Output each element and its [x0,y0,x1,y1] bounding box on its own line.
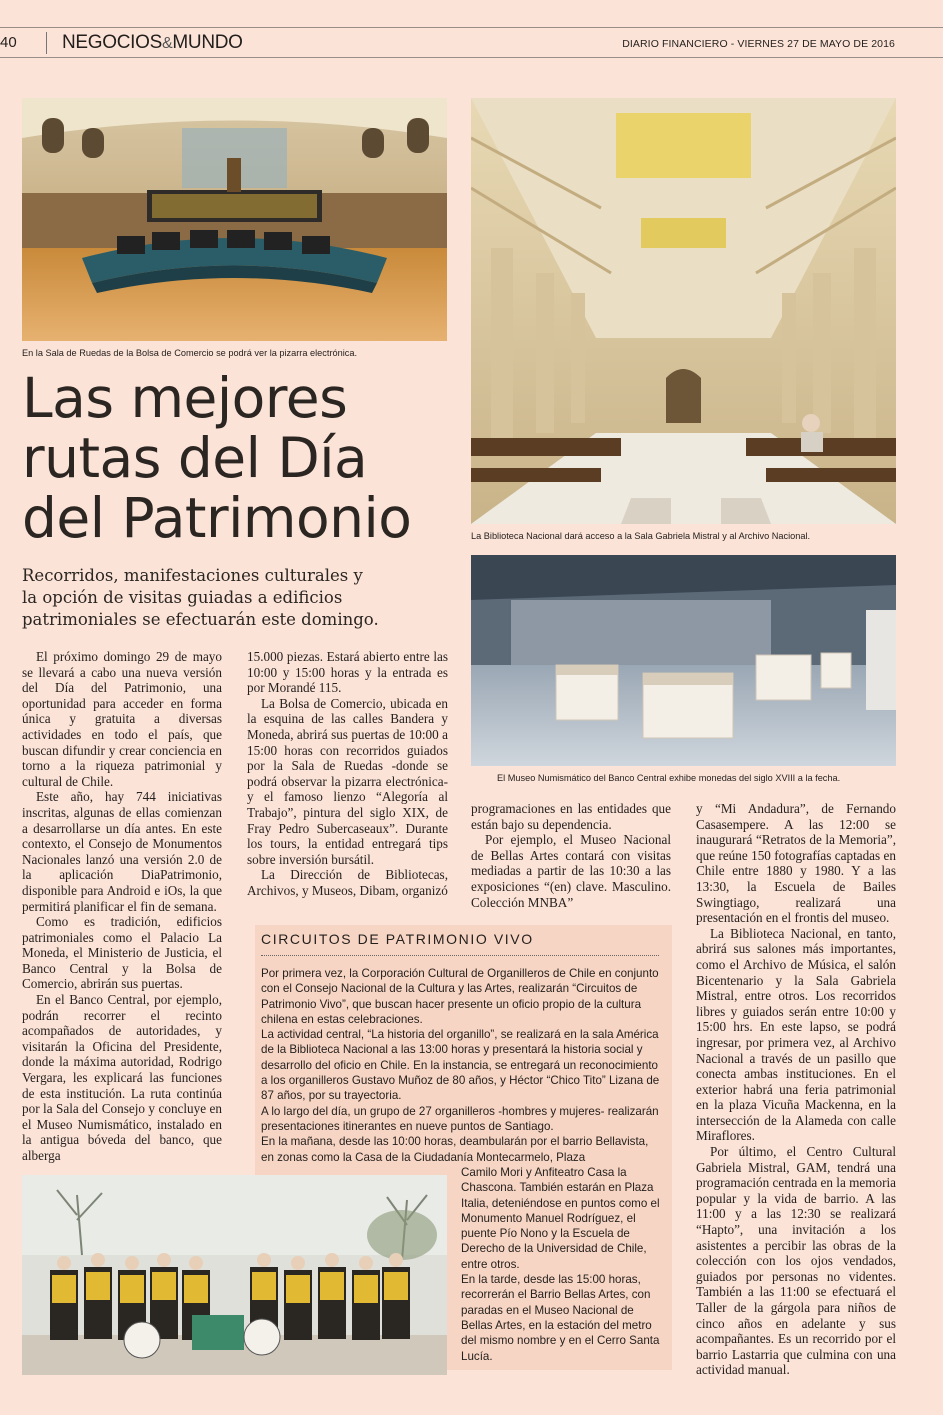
paragraph: 15.000 piezas. Estará abierto entre las 10:00 y 15:00 horas y la entrada es por Morandé 115. [247,649,448,696]
paragraph: programaciones en las entidades que están bajo su dependencia. [471,801,671,832]
section-title [62,32,243,54]
section-title-amp: & [162,35,173,52]
deck [22,565,462,631]
header-divider [46,32,47,54]
headline [22,368,462,548]
paragraph: Camilo Mori y Anfiteatro Casa la Chascona. También estarán en Plaza Italia, deteniéndose en puntos como el Monumento Manuel Rodríguez, el puente Pío Nono y la Escuela de Derecho de la Universidad de Chile, entre otros. [461,1166,660,1271]
paragraph: En la tarde, desde las 15:00 horas, recorrerán el Barrio Bellas Artes, con paradas en el Museo Nacional de Bellas Artes, en la estación del metro del mismo nombre y en el Cerro Santa Lucía. [461,1273,660,1363]
header-bottom-rule [0,57,943,58]
article-column-2 [247,649,448,899]
paragraph: La Dirección de Bibliotecas, Archivos, y Museos, Dibam, organizó [247,867,448,898]
organilleros-photo [22,1175,447,1375]
sidebar-box-text [261,966,661,1165]
bolsa-photo [22,98,447,341]
headline-line: Las mejores [22,366,348,430]
biblioteca-photo-caption: La Biblioteca Nacional dará acceso a la Sala Gabriela Mistral y al Archivo Nacional. [471,531,811,541]
bolsa-photo-caption: En la Sala de Ruedas de la Bolsa de Comercio se podrá ver la pizarra electrónica. [22,348,358,358]
headline-line: rutas del Día [22,426,368,490]
article-column-4 [696,801,896,1378]
deck-line: Recorridos, manifestaciones culturales y [22,566,363,585]
paragraph: Como es tradición, edificios patrimoniales como el Palacio La Moneda, el Ministerio de Justicia, el Banco Central y la Bolsa de Comercio, abrirán sus puertas. [22,914,222,992]
paragraph: Por ejemplo, el Museo Nacional de Bellas Artes contará con visitas mediadas a partir de las 10:30 a las exposiciones “(en) clave. Masculino. Colección MNBA” [471,832,671,910]
article-column-3 [471,801,671,910]
paragraph: y “Mi Andadura”, de Fernando Casasempere. A las 12:00 se inaugurará “Retratos de la Memoria”, que reúne 150 fotografías captadas en Chile entre 1880 y 1980. Y a las 13:30, la Escuela de Bailes Swingtiago, realizará una presentación en el frontis del museo. [696,801,896,926]
section-title-left: NEGOCIOS [62,32,163,53]
paragraph: La Bolsa de Comercio, ubicada en la esquina de las calles Bandera y Moneda, abrirá sus puertas de 10:00 a 15:00 horas con recorridos guiados por la Sala de Ruedas -donde se podrá observar la pizarra electrónica- y el famoso lienzo “Alegoría al Trabajo”, pintura del siglo XIX, de Fray Pedro Subercaseaux”. Durante los tours, la entidad entregará tips sobre inversión bursátil. [247,695,448,867]
museo-photo-caption: El Museo Numismático del Banco Central exhibe monedas del siglo XVIII a la fecha. [497,773,841,783]
section-title-right: MUNDO [172,32,243,53]
article-column-1 [22,649,222,1164]
newspaper-date: DIARIO FINANCIERO - VIERNES 27 DE MAYO DE 2016 [622,38,895,50]
paragraph: Este año, hay 744 iniciativas inscritas, algunas de ellas comienzan a desarrollarse un día antes. En este contexto, el Consejo de Monumentos Nacionales lanzó una versión 2.0 de la aplicación DiaPatrimonio, disponible para Android e iOs, la que permitirá planificar el fin de semana. [22,789,222,914]
sidebar-box-title: CIRCUITOS DE PATRIMONIO VIVO [261,931,534,947]
paragraph: A lo largo del día, un grupo de 27 organilleros -hombres y mujeres- realizarán presentaciones itinerantes en nueve puntos de Santiago. [261,1104,659,1133]
paragraph: En la mañana, desde las 10:00 horas, deambularán por el barrio Bellavista, en zonas como la Casa de la Ciudadanía Montecarmelo, Plaza [261,1135,649,1164]
paragraph: Por último, el Centro Cultural Gabriela Mistral, GAM, tendrá una programación centrada en la memoria popular y la vida de barrio. A las 11:00 y a las 12:30 se realizará “Hapto”, una invitación a los asistentes a percibir las obras de la colección con los ojos vendados, guiados por personas no videntes. También a las 11:00 se efectuará el Taller de la gárgola para niños de cinco años en adelante y sus acompañantes. Es un recorrido por el barrio Lastarria que culmina con una actividad manual. [696,1144,896,1378]
paragraph: En el Banco Central, por ejemplo, podrán recorrer el recinto acompañados de autoridades, y visitarán la Oficina del Presidente, donde la máxima autoridad, Rodrigo Vergara, les explicará las funciones de esta institución. La ruta continúa por la Sala del Consejo y concluye en el Museo Numismático, instalado en la antigua bóveda del banco, que alberga [22,992,222,1163]
biblioteca-photo [471,98,896,524]
paragraph: El próximo domingo 29 de mayo se llevará a cabo una nueva versión del Día del Patrimonio, una oportunidad para acceder en forma única y gratuita a diversas actividades en todo el país, que buscan difundir y crear conciencia en torno a la riqueza patrimonial y cultural de Chile. [22,649,222,789]
headline-line: del Patrimonio [22,486,412,550]
paragraph: La actividad central, “La historia del organillo”, se realizará en la sala América de la Biblioteca Nacional a las 13:00 horas y presentará la historia social y desarrollo del oficio en Chile. En la instancia, se entregará un reconocimiento a los organilleros Gustavo Muñoz de 80 años, y Héctor “Chico Tito” Lizana de 87 años, por su trayectoria. [261,1028,660,1103]
sidebar-box-divider [261,955,659,956]
museo-photo [471,555,896,766]
sidebar-box-text-continued [461,1165,661,1364]
header-top-rule [0,27,943,28]
page-number: 40 [0,34,17,51]
paragraph: La Biblioteca Nacional, en tanto, abrirá sus salones más importantes, como el Archivo de Música, el salón Bicentenario y la Sala Gabriela Mistral, entre otros. Los recorridos libres y guiados serán entre 10:00 y 15:00 hrs. En este lapso, se podrá ingresar, por primera vez, al Archivo Nacional a través de un pasillo que conecta ambas instituciones. En el exterior habrá una feria patrimonial en la plaza Vicuña Mackenna, en la intersección de la Alameda con calle Miraflores. [696,925,896,1144]
deck-line: patrimoniales se efectuarán este domingo. [22,610,379,629]
deck-line: la opción de visitas guiadas a edificios [22,588,343,607]
paragraph: Por primera vez, la Corporación Cultural de Organilleros de Chile en conjunto con el Consejo Nacional de la Cultura y las Artes, realizarán “Circuitos de Patrimonio Vivo”, que buscan hacer presente un oficio propio de la cultura chilena en estas celebraciones. [261,967,659,1026]
